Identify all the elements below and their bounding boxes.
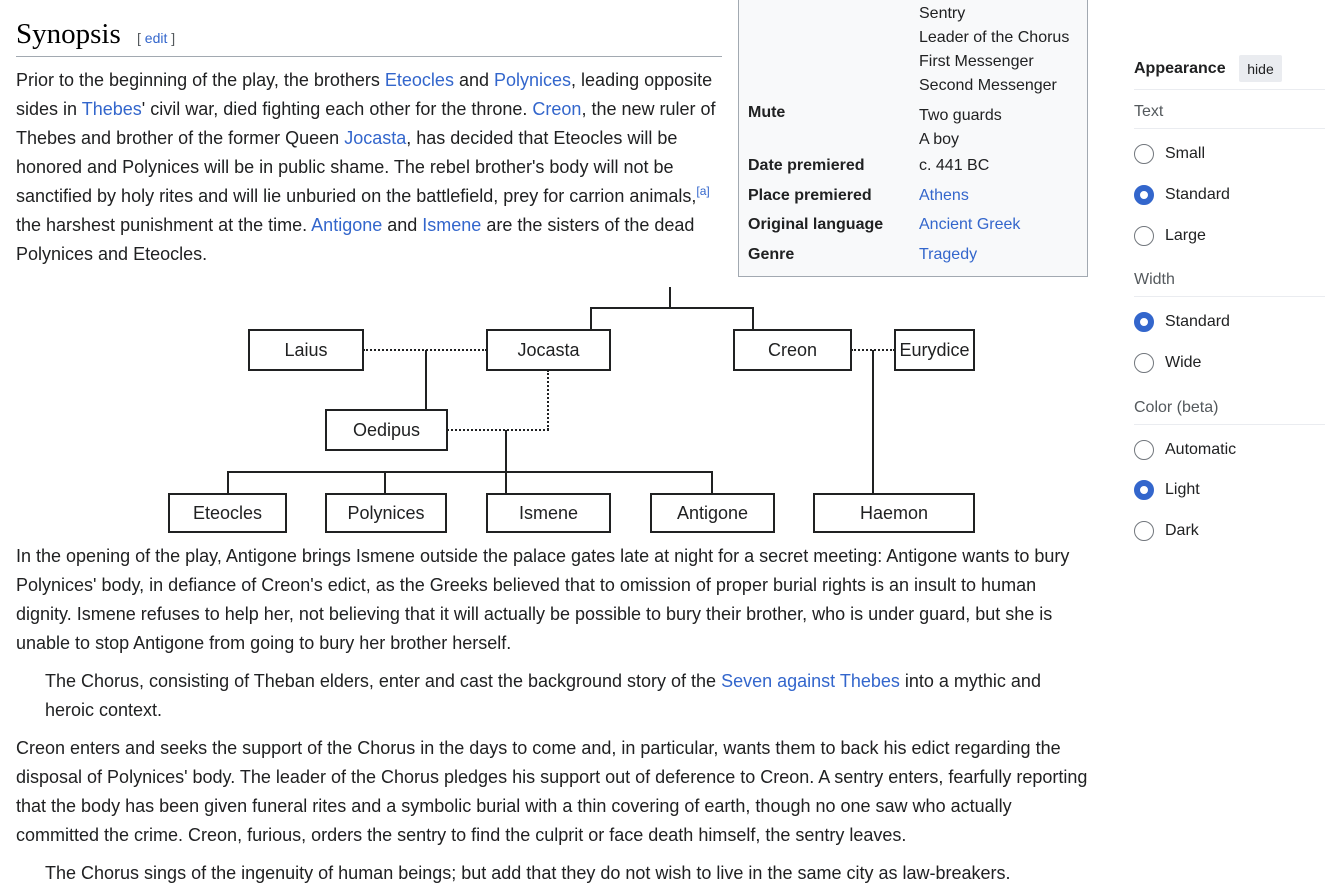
tree-line [752,307,754,330]
link-jocasta[interactable]: Jocasta [344,128,407,148]
radio-text-standard[interactable]: Standard [1134,183,1230,207]
link-creon[interactable]: Creon [532,99,582,119]
link-eteocles[interactable]: Eteocles [384,70,454,90]
tree-node-eurydice: Eurydice [894,329,975,371]
section-title: Synopsis [16,18,121,50]
tree-node-laius: Laius [248,329,364,371]
tree-node-jocasta: Jocasta [486,329,611,371]
text-size-label: Text [1134,103,1164,120]
divider [1134,128,1325,129]
radio-button-checked[interactable] [1134,480,1154,500]
edit-link[interactable]: edit [144,30,168,46]
radio-text-small[interactable]: Small [1134,142,1205,166]
infobox-place-label: Place premiered [748,187,872,204]
tree-line [505,430,507,472]
color-label: Color (beta) [1134,399,1219,416]
tree-node-polynices: Polynices [325,493,447,533]
tree-line [711,471,713,494]
link-seven-against-thebes[interactable]: Seven against Thebes [721,671,900,691]
infobox-language-label: Original language [748,216,884,233]
tree-node-ismene: Ismene [486,493,611,533]
radio-button[interactable] [1134,226,1154,246]
synopsis-paragraph-4: Creon enters and seeks the support of the Chorus in the days to come and, in particular, wants them to back his edict regarding the disposal of Polynices' body. The leader of the Chorus pledges his support out of deference to Creon. A sentry enters, fearfully reporting that the body has been given funeral rites and a symbolic burial with a thin covering of earth, though no one saw who actually committed the crime. Creon, furious, orders the sentry to find the culprit or face death himself, the sentry leaves. [16,738,1088,845]
radio-width-standard[interactable]: Standard [1134,310,1230,334]
link-thebes[interactable]: Thebes [81,99,142,119]
infobox-mute-label: Mute [748,104,786,121]
radio-button-checked[interactable] [1134,312,1154,332]
hide-button[interactable]: hide [1239,55,1282,82]
tree-node-oedipus: Oedipus [325,409,448,451]
infobox-date-label: Date premiered [748,157,865,174]
divider [1134,296,1325,297]
tree-node-antigone: Antigone [650,493,775,533]
radio-button[interactable] [1134,144,1154,164]
radio-width-wide[interactable]: Wide [1134,351,1201,375]
marriage-line-jocasta-oedipus [547,370,549,430]
edit-section: [ edit ] [137,30,176,46]
tree-line [227,471,713,473]
synopsis-paragraph-3: The Chorus, consisting of Theban elders, enter and cast the background story of the Seven against Thebes into a mythic and heroic context. [45,671,1041,720]
link-polynices[interactable]: Polynices [494,70,572,90]
infobox-mute: Two guards A boy [919,107,1002,148]
appearance-title: Appearance [1134,60,1226,77]
link-antigone[interactable]: Antigone [311,215,383,235]
tree-node-creon: Creon [733,329,852,371]
tree-node-haemon: Haemon [813,493,975,533]
synopsis-paragraph-2: In the opening of the play, Antigone brings Ismene outside the palace gates late at night for a secret meeting: Antigone wants to bury Polynices' body, in defiance of Creon's edict, as the Greeks believed that to omission of proper burial rights is an insult to human dignity. Ismene refuses to help her, not believing that it will actually be possible to bury their brother, who is under guard, but she is unable to stop Antigone from going to bury her brother herself. [16,546,1070,653]
infobox-place-link[interactable]: Athens [919,187,969,204]
infobox-date: c. 441 BC [919,157,990,174]
marriage-line-jocasta-oedipus [447,429,549,431]
tree-line [505,471,507,494]
radio-button[interactable] [1134,521,1154,541]
width-label: Width [1134,271,1175,288]
tree-line [590,307,592,330]
radio-button-checked[interactable] [1134,185,1154,205]
infobox [738,0,1088,277]
radio-color-automatic[interactable]: Automatic [1134,438,1236,462]
radio-color-light[interactable]: Light [1134,478,1200,502]
tree-line [872,350,874,494]
tree-line [384,471,386,494]
tree-line [227,471,229,494]
section-heading [16,14,722,57]
footnote-a[interactable]: [a] [696,184,710,198]
synopsis-paragraph-5: The Chorus sings of the ingenuity of human beings; but add that they do not wish to live in the same city as law-breakers. [45,863,1011,883]
radio-text-large[interactable]: Large [1134,224,1206,248]
tree-node-eteocles: Eteocles [168,493,287,533]
infobox-genre-label: Genre [748,246,795,263]
tree-line [590,307,754,309]
tree-line [669,287,671,308]
radio-button[interactable] [1134,353,1154,373]
infobox-genre-link[interactable]: Tragedy [919,246,978,263]
radio-button[interactable] [1134,440,1154,460]
infobox-characters: Sentry Leader of the Chorus First Messenger Second Messenger [919,5,1070,94]
synopsis-paragraph-1: Prior to the beginning of the play, the brothers Eteocles and Polynices, leading opposite sides in Thebes' civil war, died fighting each other for the throne. Creon, the new ruler of Thebes and brother of the former Queen Jocasta, has decided that Eteocles will be honored and Polynices will be in public shame. The rebel brother's body will not be sanctified by holy rites and will lie unburied on the battlefield, prey for carrion animals,[a] the harshest punishment at the time. Antigone and Ismene are the sisters of the dead Polynices and Eteocles. [16,70,716,264]
tree-line [425,350,427,409]
link-ismene[interactable]: Ismene [422,215,482,235]
radio-color-dark[interactable]: Dark [1134,519,1199,543]
infobox-language-link[interactable]: Ancient Greek [919,216,1021,233]
divider [1134,424,1325,425]
appearance-header [1134,55,1325,90]
